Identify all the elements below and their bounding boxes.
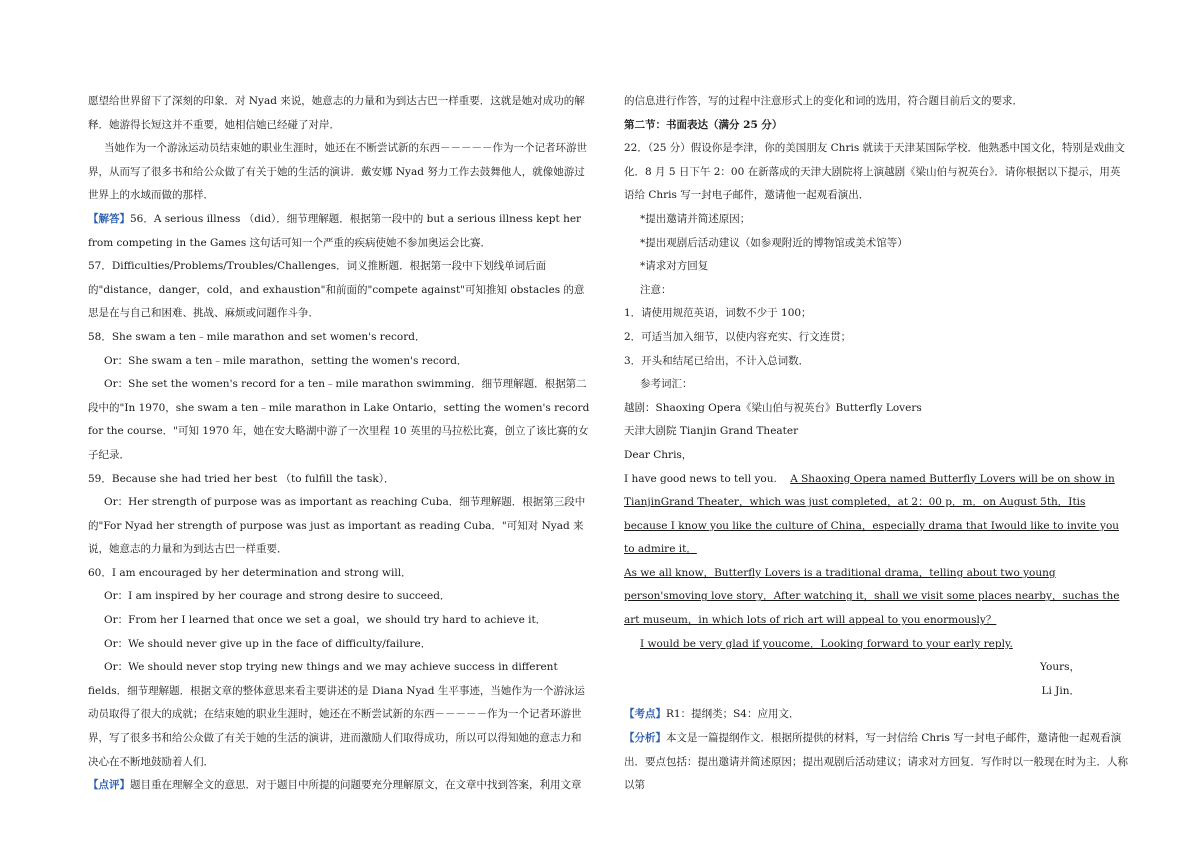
letter-signature: Li Jin． [1041,684,1080,697]
answer-tag: 【解答】 [88,212,130,225]
note-heading: 注意： [640,283,672,296]
section-heading: 第二节：书面表达（满分 25 分） [624,118,783,131]
paragraph: 的信息进行作答，写的过程中注意形式上的变化和词的选用，符合题目前后文的要求． [624,95,1023,107]
answer-58-alt-2: Or：She set the women's record for a ten﹣mile marathon swimming．细节理解题．根据第二段中的"In 1970，she swam a ten﹣mile marathon in Lake Ontario，setting the women's record for the course．"可知 1970 年，她在安大略湖中游了一次里程 10 英里的马拉松比赛，创立了该比赛的女子纪录． [88,378,590,461]
analysis [624,727,1128,798]
letter-closing: Yours， [1039,661,1080,674]
paragraph: 愿望给世界留下了深刻的印象．对 Nyad 来说，她意志的力量和为到达古巴一样重要．这就是她对成功的解释．她游得长短这并不重要，她相信她已经碰了对岸． [88,95,585,131]
note-item: 1．请使用规范英语，词数不少于 100； [624,307,812,320]
question-22: 22．（25 分）假设你是李津，你的美国朋友 Chris 就读于天津某国际学校．他熟悉中国文化，特别是戏曲文化．8 月 5 日下午 2：00 在新落成的天津大剧院将上演越剧《梁山伯与祝英台》．请你根据以下提示，用英语给 Chris 写一封电子邮件，邀请他一起观看演出． [624,142,1126,202]
note-item: 3．开头和结尾已给出，不计入总词数． [624,354,810,367]
letter-lead: I have good news to tell you. [624,472,777,485]
letter-underlined: A Shaoxing Opera named Butterfly Lovers will be on show in TianjinGrand Theater，which was just completed，at 2：00 p．m．on August 5th．Itis because I know you like the culture of China，especially drama that Iwould like to invite you to admire it． [624,472,1120,556]
key-point-text: R1：提纲类；S4：应用文． [666,708,800,721]
answer-58-alt-1: Or：She swam a ten﹣mile marathon，setting the women's record． [104,354,468,367]
answer-58: 58．She swam a ten﹣mile marathon and set women's record． [88,330,426,343]
answer-59: 59．Because she had tried her best （to fulfill the task）． [88,472,395,485]
vocab-item: 越剧：Shaoxing Opera《梁山伯与祝英台》Butterfly Lovers [624,401,922,414]
answer-60-alt-3: Or：We should never give up in the face of difficulty/failure． [104,637,432,650]
analysis-text: 本文是一篇提纲作文．根据所提供的材料，写一封信给 Chris 写一封电子邮件，邀请他一起观看演出．要点包括：提出邀请并简述原因；提出观剧后活动建议；请求对方回复．写作时以一般现在时为主．人称以第 [624,732,1128,792]
letter-body-1 [624,468,1128,562]
letter-greeting: Dear Chris， [624,448,693,461]
paragraph: 当她作为一个游泳运动员结束她的职业生涯时，她还在不断尝试新的东西－－－－－作为一个记者环游世界，从而写了很多书和给公众做了有关于她的生活的演讲．戴安娜 Nyad 努力工作去鼓舞他人，就像她游过世界上的水域而做的那样． [88,142,587,202]
hint-item: *提出邀请并简述原因； [640,212,751,225]
answer-57: 57．Difficulties/Problems/Troubles/Challenges．词义推断题．根据第一段中下划线单词后面的"distance，danger，cold，and exhaustion"和前面的"compete against"可知推知 obstacles 的意思是在与自己和困难、挑战、麻烦或问题作斗争． [88,260,585,320]
answer-56 [88,208,590,255]
comment-text: 题目重在理解全文的意思．对于题目中所提的问题要充分理解原文，在文章中找到答案，利用文章 [130,779,582,792]
comment [88,774,590,798]
answer-60-alt-4: Or：We should never stop trying new things and we may achieve success in different fields．细节理解题．根据文章的整体意思来看主要讲述的是 Diana Nyad 生平事迹，当她作为一个游泳运动员取得了很大的成就；在结束她的职业生涯时，她还在不断尝试新的东西－－－－－作为一个记者环游世界，写了很多书和给公众做了有关于她的生活的演讲，进而激励人们取得成功，所以可以得知她的意志力和决心在不断地鼓励着人们． [88,661,585,768]
letter-body-2: As we all know，Butterfly Lovers is a traditional drama，telling about two young person'smoving love story．After watching it，shall we visit some places nearby，suchas the art museum，in which lots of rich art will appeal to you enormously？ [624,566,1120,627]
comment-tag: 【点评】 [88,779,130,792]
answer-60-alt-2: Or：From her I learned that once we set a goal，we should try hard to achieve it． [104,614,547,627]
answer-60-alt-1: Or：I am inspired by her courage and strong desire to succeed． [104,590,451,603]
hint-item: *提出观剧后活动建议（如参观附近的博物馆或美术馆等） [640,236,908,249]
left-column [88,90,590,798]
answer-text: 56．A serious illness （did）．细节理解题．根据第一段中的 but a serious illness kept her from competing in the Games 这句话可知一个严重的疾病使她不参加奥运会比赛． [88,212,582,249]
note-item: 2．可适当加入细节，以使内容充实、行文连贯； [624,330,852,343]
vocab-item: 天津大剧院 Tianjin Grand Theater [624,425,799,438]
hint-item: *请求对方回复 [640,260,709,273]
key-point-tag: 【考点】 [624,708,666,721]
vocab-heading: 参考词汇： [640,378,693,391]
analysis-tag: 【分析】 [624,732,666,745]
letter-body-3: I would be very glad if youcome．Looking forward to your early reply. [640,637,1013,650]
right-column [624,90,1128,798]
answer-60: 60．I am encouraged by her determination and strong will． [88,566,412,579]
answer-59-alt-1: Or：Her strength of purpose was as important as reaching Cuba．细节理解题．根据第三段中的"For Nyad her strength of purpose was just as important as reading Cuba．"可知对 Nyad 来说，她意志的力量和为到达古巴一样重要． [88,496,586,556]
key-point [624,703,1128,727]
